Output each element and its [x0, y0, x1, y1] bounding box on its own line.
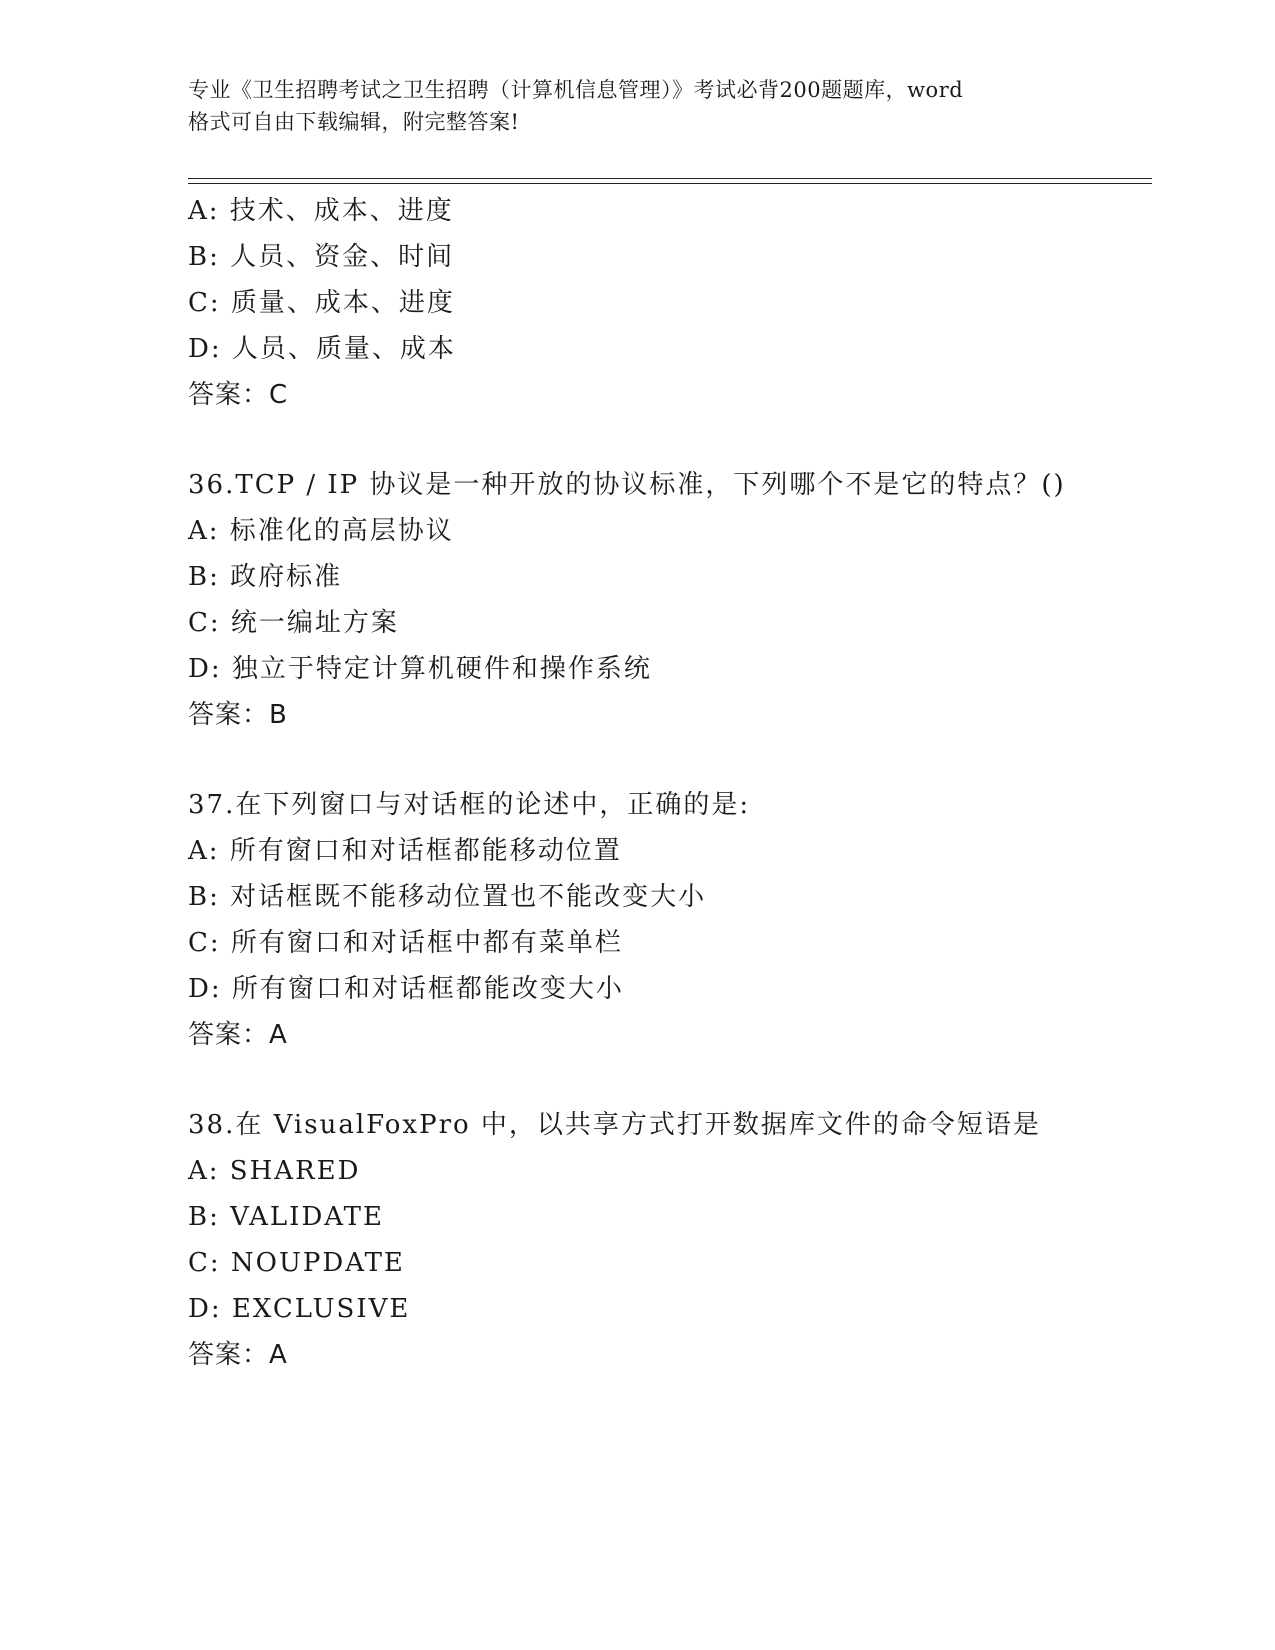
option-d: D: 人员、质量、成本	[188, 334, 456, 364]
option-d: D: 独立于特定计算机硬件和操作系统	[188, 654, 652, 684]
option-c: C: 所有窗口和对话框中都有菜单栏	[188, 928, 623, 958]
spacer	[188, 1058, 1152, 1102]
option-c: C: 质量、成本、进度	[188, 288, 455, 318]
question-list	[188, 188, 1152, 1378]
question-block-35	[188, 188, 1152, 418]
option-b: B: 政府标准	[188, 562, 343, 592]
document-header	[188, 74, 1088, 138]
question-text: 38.在 VisualFoxPro 中，以共享方式打开数据库文件的命令短语是	[188, 1110, 1041, 1140]
answer-label: 答案：B	[188, 700, 288, 730]
option-d: D: 所有窗口和对话框都能改变大小	[188, 974, 624, 1004]
header-line-1: 专业《卫生招聘考试之卫生招聘（计算机信息管理）》考试必背200题题库，word	[188, 78, 964, 102]
option-b: B: 人员、资金、时间	[188, 242, 455, 272]
header-rule-bottom	[188, 183, 1152, 184]
answer-label: 答案：A	[188, 1340, 288, 1370]
option-b: B: VALIDATE	[188, 1202, 384, 1232]
option-a: A: 标准化的高层协议	[188, 516, 454, 546]
header-line-2: 格式可自由下载编辑，附完整答案!	[188, 110, 520, 134]
option-a: A: 技术、成本、进度	[188, 196, 454, 226]
answer-label: 答案：A	[188, 1020, 288, 1050]
option-c: C: NOUPDATE	[188, 1248, 405, 1278]
header-rule-top	[188, 178, 1152, 179]
question-text: 37.在下列窗口与对话框的论述中，正确的是:	[188, 790, 751, 820]
question-block-38	[188, 1102, 1152, 1378]
option-b: B: 对话框既不能移动位置也不能改变大小	[188, 882, 707, 912]
question-block-36	[188, 462, 1152, 738]
option-c: C: 统一编址方案	[188, 608, 399, 638]
spacer	[188, 738, 1152, 782]
option-a: A: SHARED	[188, 1156, 361, 1186]
answer-label: 答案：C	[188, 380, 289, 410]
question-block-37	[188, 782, 1152, 1058]
option-a: A: 所有窗口和对话框都能移动位置	[188, 836, 622, 866]
option-d: D: EXCLUSIVE	[188, 1294, 411, 1324]
spacer	[188, 418, 1152, 462]
question-text: 36.TCP / IP 协议是一种开放的协议标准，下列哪个不是它的特点？()	[188, 470, 1066, 500]
